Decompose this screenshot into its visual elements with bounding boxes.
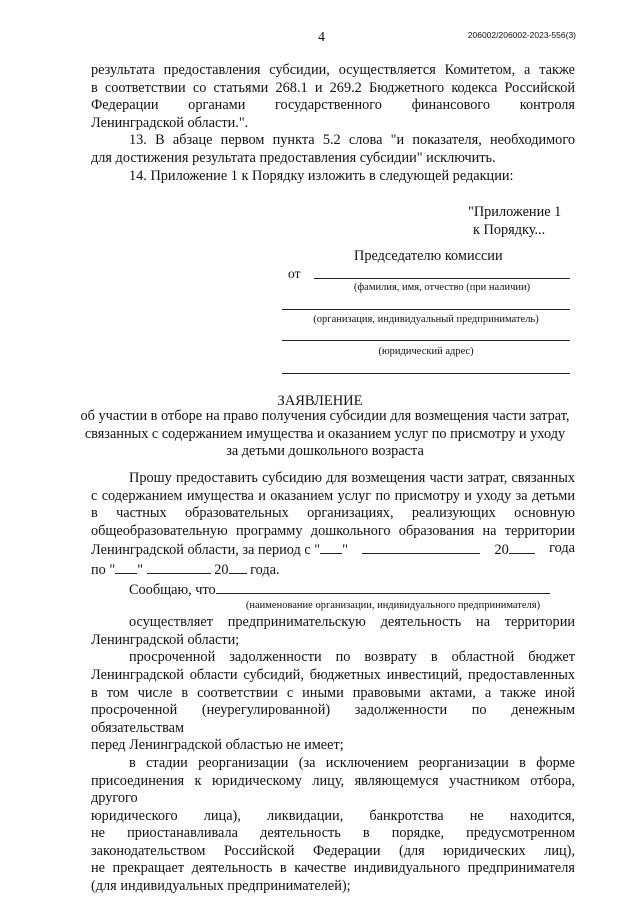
report-line bbox=[91, 580, 575, 600]
appendix-label bbox=[468, 204, 561, 239]
report-label: Сообщаю, что bbox=[129, 581, 216, 598]
start-month-field bbox=[362, 540, 480, 554]
quote: " bbox=[342, 542, 348, 559]
addressee: Председателю комиссии bbox=[354, 248, 503, 264]
start-year-group bbox=[495, 540, 535, 560]
text-line: в стадии реорганизации (за исключением реорганизации в форме bbox=[129, 754, 575, 771]
period-end-label: по " bbox=[91, 561, 116, 578]
statement-body bbox=[91, 470, 575, 896]
text-line: Ленинградской области.". bbox=[91, 114, 249, 131]
text-line: Прошу предоставить субсидию для возмещения части затрат, связанных bbox=[129, 470, 575, 486]
quote: " bbox=[137, 561, 144, 578]
text-line: просроченной задолженности по возврату в областной бюджет bbox=[129, 649, 575, 666]
text-line: не приостанавливала деятельность в порядке, предусмотренном bbox=[91, 825, 575, 842]
report-row bbox=[91, 580, 575, 613]
from-label: от bbox=[288, 266, 301, 281]
end-day-field bbox=[115, 560, 137, 574]
subtitle-line: за детьми дошкольного возраста bbox=[226, 443, 424, 460]
text-line: в соответствии со статьями 268.1 и 269.2 Бюджетного кодекса Российской bbox=[91, 79, 575, 96]
text-line: 14. Приложение 1 к Порядку изложить в следующей редакции: bbox=[129, 167, 514, 184]
text-line: законодательством Российской Федерации (для юридических лиц), bbox=[91, 842, 575, 859]
text-line: не прекращает деятельность в качестве индивидуального предпринимателя bbox=[91, 860, 575, 877]
statement-subtitle bbox=[80, 408, 570, 461]
name-field-line bbox=[314, 278, 570, 279]
amendment-text bbox=[91, 62, 575, 185]
appendix-line-1: "Приложение 1 bbox=[468, 204, 562, 220]
text-line: присоединения к юридическому лицу, являющемуся участником отбора, другого bbox=[91, 772, 575, 807]
year-prefix: 20 bbox=[494, 542, 509, 559]
organization-caption: (организация, индивидуальный предприниматель) bbox=[313, 314, 539, 325]
text-line: (для индивидуальных предпринимателей); bbox=[91, 878, 351, 895]
text-line: в том числе в соответствии с иными правовыми актами, а также иной bbox=[91, 684, 575, 701]
address-field-line-2 bbox=[282, 373, 570, 374]
text-line: в частных образовательных организациях, реализующих основную bbox=[91, 505, 575, 522]
text-line: юридического лица), ликвидации, банкротства не находится, bbox=[91, 807, 575, 824]
text-line: просроченной (неурегулированной) задолженности по денежным обязательствам bbox=[91, 702, 575, 736]
activity-paragraph bbox=[91, 614, 575, 649]
end-year-suffix: года. bbox=[250, 561, 280, 578]
end-year-field bbox=[229, 560, 247, 574]
text-line: с содержанием имущества и оказанием услуг по присмотру и уходу за детьми bbox=[91, 487, 575, 504]
start-day-field bbox=[320, 540, 342, 554]
text-line: Федерации органами государственного финансового контроля bbox=[91, 97, 575, 114]
item-14 bbox=[91, 168, 575, 186]
text-line: общеобразовательную программу дошкольного образования на территории bbox=[91, 522, 575, 539]
period-start-group bbox=[91, 540, 348, 560]
text-line: 13. В абзаце первом пункта 5.2 слова "и показателя, необходимого bbox=[129, 132, 575, 149]
end-month-field bbox=[147, 560, 211, 574]
debt-paragraph bbox=[91, 649, 575, 755]
name-caption: (фамилия, имя, отчество (при наличии) bbox=[353, 282, 531, 293]
text-line: для достижения результата предоставления субсидии" исключить. bbox=[91, 149, 496, 166]
text-line: осуществляет предпринимательскую деятельность на территории bbox=[129, 614, 575, 631]
year-suffix: года bbox=[549, 540, 575, 557]
start-year-field bbox=[509, 540, 535, 554]
period-start-label: Ленинградской области, за период с " bbox=[91, 542, 321, 559]
address-field-line-1 bbox=[282, 340, 570, 341]
address-caption: (юридический адрес) bbox=[378, 346, 474, 357]
organization-name-field bbox=[216, 580, 550, 594]
appendix-line-2: к Порядку... bbox=[473, 221, 546, 238]
item-13 bbox=[91, 132, 575, 167]
page-number: 4 bbox=[318, 30, 325, 45]
period-end-row bbox=[91, 560, 575, 580]
document-code: 206002/206002-2023-556(3) bbox=[467, 30, 576, 40]
text-line: перед Ленинградской областью не имеет; bbox=[91, 737, 344, 754]
reorganization-paragraph bbox=[91, 755, 575, 896]
organization-field-line bbox=[282, 309, 570, 310]
report-caption: (наименование организации, индивидуального предпринимателя) bbox=[245, 600, 541, 612]
statement-title: ЗАЯВЛЕНИЕ bbox=[277, 393, 363, 409]
text-line: Ленинградской области; bbox=[91, 631, 240, 648]
intro-paragraph bbox=[91, 62, 575, 132]
text-line: результата предоставления субсидии, осуществляется Комитетом, а также bbox=[91, 62, 575, 78]
subtitle-line: об участии в отборе на право получения субсидии для возмещения части затрат, bbox=[80, 408, 570, 424]
text-line: Ленинградской области субсидий, бюджетных инвестиций, предоставленных bbox=[91, 666, 575, 683]
period-row bbox=[91, 540, 575, 560]
end-year-prefix: 20 bbox=[214, 561, 229, 578]
request-paragraph bbox=[91, 470, 575, 580]
subtitle-line: связанных с содержанием имущества и оказанием услуг по присмотру и уходу bbox=[84, 425, 566, 442]
